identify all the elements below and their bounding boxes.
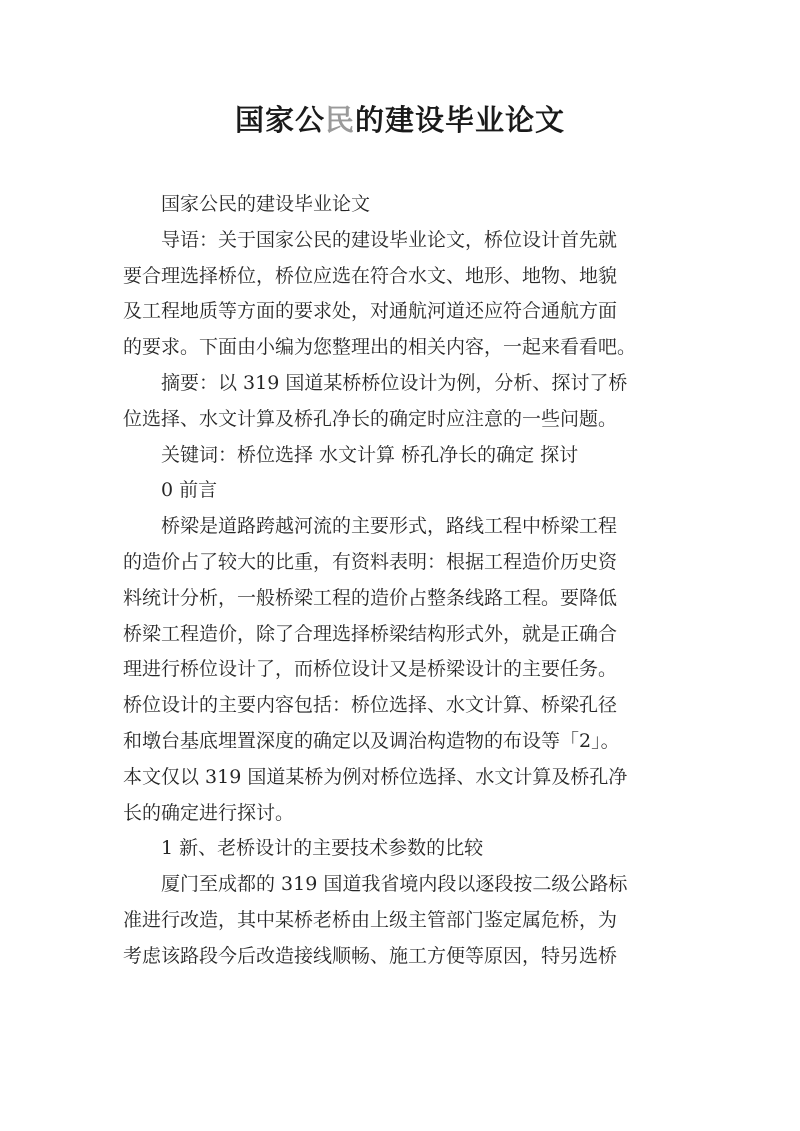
text-line: 理进行桥位设计了，而桥位设计又是桥梁设计的主要任务。 <box>123 658 618 681</box>
text-line: 桥梁是道路跨越河流的主要形式，路线工程中桥梁工程 <box>161 515 618 538</box>
text-line: 料统计分析，一般桥梁工程的造价占整条线路工程。要降低 <box>123 586 618 609</box>
text-line: 的造价占了较大的比重，有资料表明：根据工程造价历史资 <box>123 550 618 573</box>
text-line: 摘要：以 319 国道某桥桥位设计为例，分析、探讨了桥 <box>161 371 628 394</box>
text-line: 桥位设计的主要内容包括：桥位选择、水文计算、桥梁孔径 <box>123 694 618 717</box>
paragraph-keywords <box>123 438 679 474</box>
text-line: 1 新、老桥设计的主要技术参数的比较 <box>161 837 484 860</box>
text-line: 及工程地质等方面的要求处，对通航河道还应符合通航方面 <box>123 300 618 323</box>
text-line: 准进行改造，其中某桥老桥由上级主管部门鉴定属危桥，为 <box>123 908 618 931</box>
text-line: 导语：关于国家公民的建设毕业论文，桥位设计首先就 <box>161 228 618 251</box>
text-line: 和墩台基底埋置深度的确定以及调治构造物的布设等「2」。 <box>123 729 620 752</box>
text-line: 要合理选择桥位，桥位应选在符合水文、地形、地物、地貌 <box>123 264 618 287</box>
paragraph-preface <box>123 509 679 831</box>
text-line: 的要求。下面由小编为您整理出的相关内容，一起来看看吧。 <box>123 336 637 359</box>
text-line: 国家公民的建设毕业论文 <box>161 193 371 215</box>
document-title <box>0 98 800 139</box>
text-line: 桥梁工程造价，除了合理选择桥梁结构形式外，就是正确合 <box>123 622 618 645</box>
paragraph-abstract <box>123 366 679 438</box>
section-heading-preface <box>123 473 679 509</box>
text-line: 考虑该路段今后改造接线顺畅、施工方便等原因，特另选桥 <box>123 944 618 967</box>
text-line: 0 前言 <box>161 479 218 502</box>
text-line: 厦门至成都的 319 国道我省境内段以逐段按二级公路标 <box>161 873 628 896</box>
text-line: 位选择、水文计算及桥孔净长的确定时应注意的一些问题。 <box>123 407 618 430</box>
paragraph-section-1 <box>123 867 679 974</box>
section-heading-1 <box>123 831 679 867</box>
document-body <box>123 187 679 975</box>
text-line: 关键词：桥位选择 水文计算 桥孔净长的确定 探讨 <box>161 443 579 466</box>
text-line: 长的确定进行探讨。 <box>123 801 295 824</box>
title-part-3: 的建设毕业论文 <box>355 103 566 137</box>
paragraph-intro <box>123 223 679 366</box>
paragraph-heading-repeat <box>123 187 679 223</box>
title-part-2: 民 <box>324 103 355 137</box>
title-part-1: 国家公 <box>234 103 325 137</box>
text-line: 本文仅以 319 国道某桥为例对桥位选择、水文计算及桥孔净 <box>123 765 628 788</box>
